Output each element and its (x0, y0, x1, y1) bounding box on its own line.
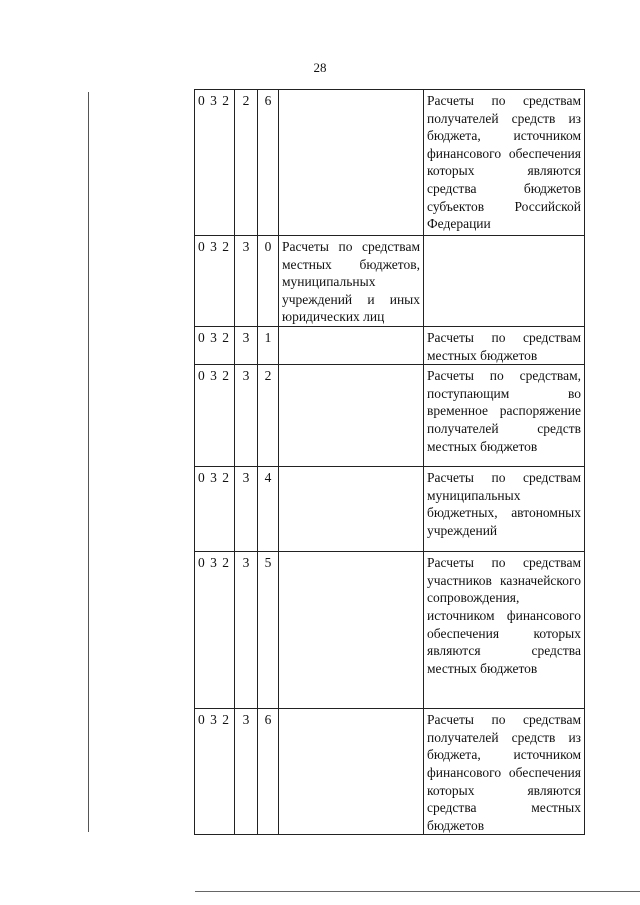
account-name (279, 326, 424, 364)
account-name (279, 90, 424, 236)
subgroup-code: 1 (258, 326, 279, 364)
subgroup-code: 5 (258, 552, 279, 709)
group-code: 3 (235, 365, 258, 467)
account-name (279, 467, 424, 552)
page-number: 28 (313, 60, 327, 75)
table-row (195, 365, 585, 467)
account-description: Расчеты по средствам получателей средств из бюджета, источником финансового обеспечения которых являются средства бюджетов субъектов Российской Федерации (424, 90, 585, 236)
subgroup-code: 6 (258, 709, 279, 835)
account-name (279, 709, 424, 835)
subgroup-code: 4 (258, 467, 279, 552)
group-code: 3 (235, 467, 258, 552)
group-code: 3 (235, 552, 258, 709)
account-description: Расчеты по средствам, поступающим во временное распоряжение получателей средств местных бюджетов (424, 365, 585, 467)
account-code: 0 3 2 (195, 552, 235, 709)
account-code: 0 3 2 (195, 236, 235, 327)
page-left-border (88, 92, 89, 832)
table-row (195, 90, 585, 236)
subgroup-code: 6 (258, 90, 279, 236)
account-name: Расчеты по средствам местных бюджетов, муниципальных учреждений и иных юридических лиц (279, 236, 424, 327)
table-row (195, 552, 585, 709)
page-bottom-border (195, 891, 640, 892)
group-code: 3 (235, 326, 258, 364)
account-description (424, 236, 585, 327)
subgroup-code: 2 (258, 365, 279, 467)
account-description: Расчеты по средствам участников казначейского сопровождения, источником финансового обеспечения которых являются средства местных бюджетов (424, 552, 585, 709)
group-code: 2 (235, 90, 258, 236)
subgroup-code: 0 (258, 236, 279, 327)
account-description: Расчеты по средствам получателей средств из бюджета, источником финансового обеспечения которых являются средства местных бюджетов (424, 709, 585, 835)
group-code: 3 (235, 709, 258, 835)
account-name (279, 552, 424, 709)
table-row (195, 326, 585, 364)
account-code: 0 3 2 (195, 709, 235, 835)
account-code: 0 3 2 (195, 90, 235, 236)
account-codes-table (194, 89, 585, 835)
table-row (195, 467, 585, 552)
group-code: 3 (235, 236, 258, 327)
table-row (195, 236, 585, 327)
account-description: Расчеты по средствам местных бюджетов (424, 326, 585, 364)
table-row (195, 709, 585, 835)
account-description: Расчеты по средствам муниципальных бюджетных, автономных учреждений (424, 467, 585, 552)
account-code: 0 3 2 (195, 365, 235, 467)
account-code: 0 3 2 (195, 467, 235, 552)
account-name (279, 365, 424, 467)
account-code: 0 3 2 (195, 326, 235, 364)
